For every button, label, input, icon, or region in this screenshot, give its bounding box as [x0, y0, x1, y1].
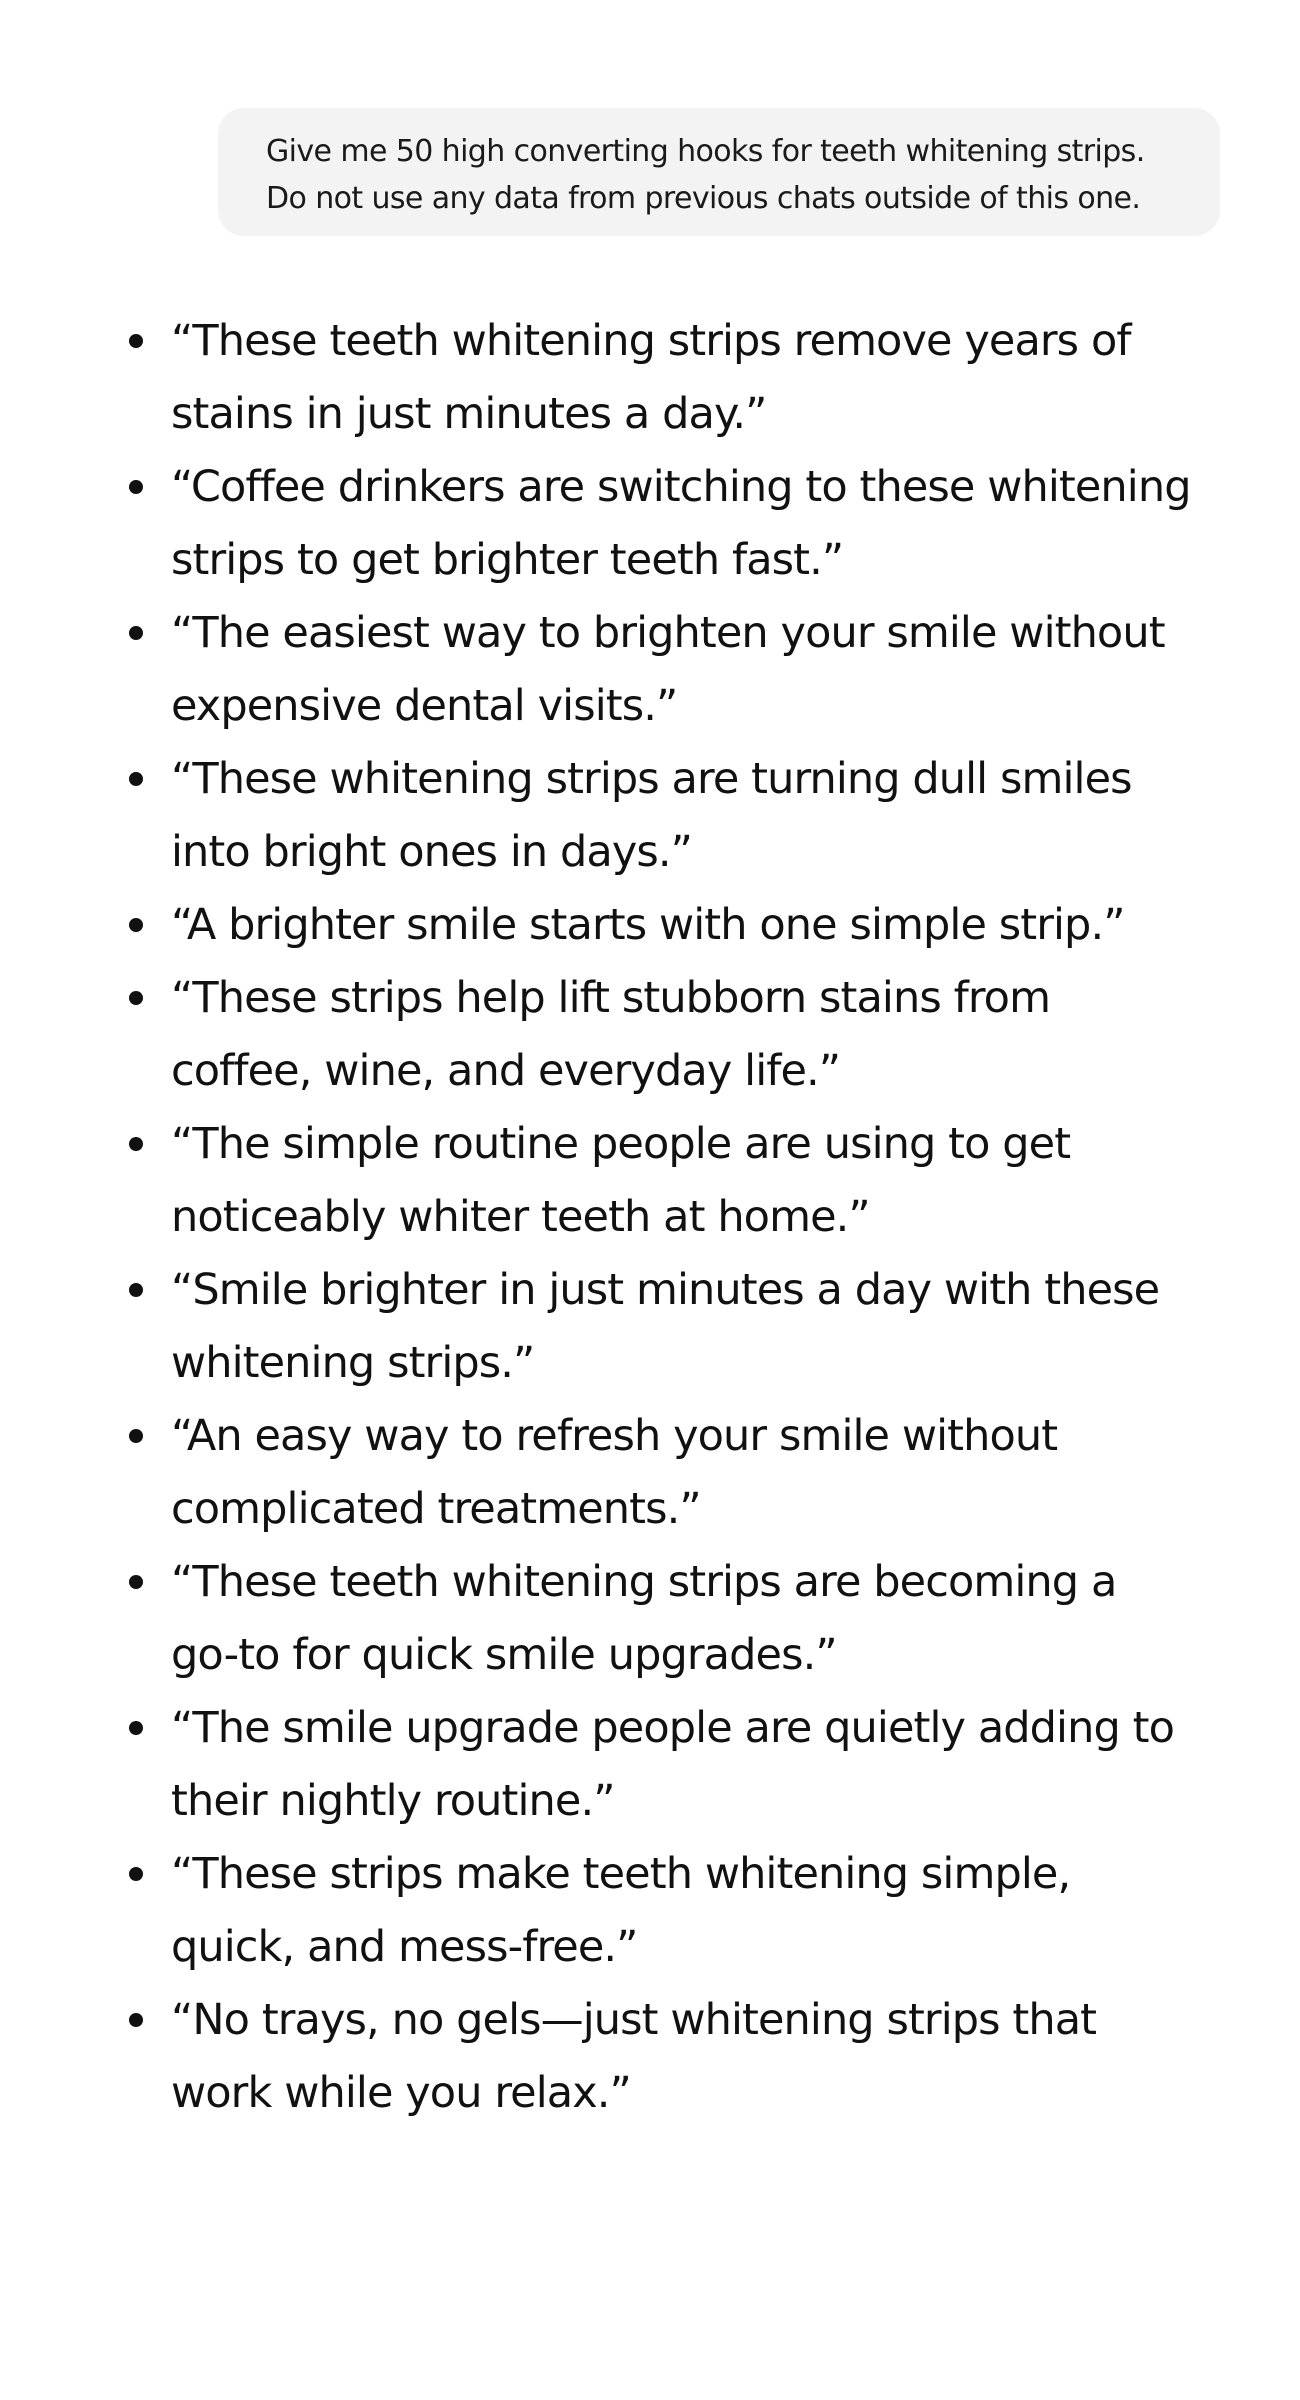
hooks-list — [0, 305, 1300, 2130]
hook-text: “These whitening strips are turning dull smiles into bright ones in days.” — [171, 754, 1132, 877]
user-message-line: Give me 50 high converting hooks for teeth whitening strips. — [266, 134, 1145, 169]
user-message-bubble — [218, 108, 1220, 236]
list-item — [0, 889, 1191, 962]
bullet-icon — [129, 918, 143, 932]
bullet-icon — [129, 1283, 143, 1297]
bullet-icon — [129, 1575, 143, 1589]
list-item — [0, 1546, 1191, 1692]
hook-text: “The simple routine people are using to get noticeably whiter teeth at home.” — [171, 1119, 1071, 1242]
list-item — [0, 597, 1191, 743]
bullet-icon — [129, 772, 143, 786]
hook-text: “Coffee drinkers are switching to these whitening strips to get brighter teeth fast.” — [171, 462, 1191, 585]
hook-text: “A brighter smile starts with one simple strip.” — [171, 900, 1125, 950]
list-item — [0, 1400, 1191, 1546]
hook-text: “These strips make teeth whitening simple, quick, and mess-free.” — [171, 1849, 1071, 1972]
assistant-response — [0, 305, 1300, 2130]
list-item — [0, 1108, 1191, 1254]
list-item — [0, 1984, 1191, 2130]
hook-text: “The smile upgrade people are quietly adding to their nightly routine.” — [171, 1703, 1174, 1826]
hook-text: “No trays, no gels—just whitening strips that work while you relax.” — [171, 1995, 1097, 2118]
list-item — [0, 305, 1191, 451]
bullet-icon — [129, 1137, 143, 1151]
bullet-icon — [129, 1867, 143, 1881]
user-message-line: Do not use any data from previous chats outside of this one. — [266, 181, 1141, 216]
list-item — [0, 743, 1191, 889]
hook-text: “The easiest way to brighten your smile without expensive dental visits.” — [171, 608, 1165, 731]
hook-text: “These strips help lift stubborn stains from coffee, wine, and everyday life.” — [171, 973, 1051, 1096]
list-item — [0, 1838, 1191, 1984]
bullet-icon — [129, 1721, 143, 1735]
bullet-icon — [129, 2013, 143, 2027]
bullet-icon — [129, 1429, 143, 1443]
hook-text: “These teeth whitening strips are becoming a go-to for quick smile upgrades.” — [171, 1557, 1117, 1680]
bullet-icon — [129, 334, 143, 348]
bullet-icon — [129, 991, 143, 1005]
bullet-icon — [129, 626, 143, 640]
list-item — [0, 962, 1191, 1108]
hook-text: “An easy way to refresh your smile without complicated treatments.” — [171, 1411, 1058, 1534]
list-item — [0, 451, 1191, 597]
list-item — [0, 1692, 1191, 1838]
bullet-icon — [129, 480, 143, 494]
hook-text: “Smile brighter in just minutes a day with these whitening strips.” — [171, 1265, 1160, 1388]
list-item — [0, 1254, 1191, 1400]
hook-text: “These teeth whitening strips remove years of stains in just minutes a day.” — [171, 316, 1131, 439]
